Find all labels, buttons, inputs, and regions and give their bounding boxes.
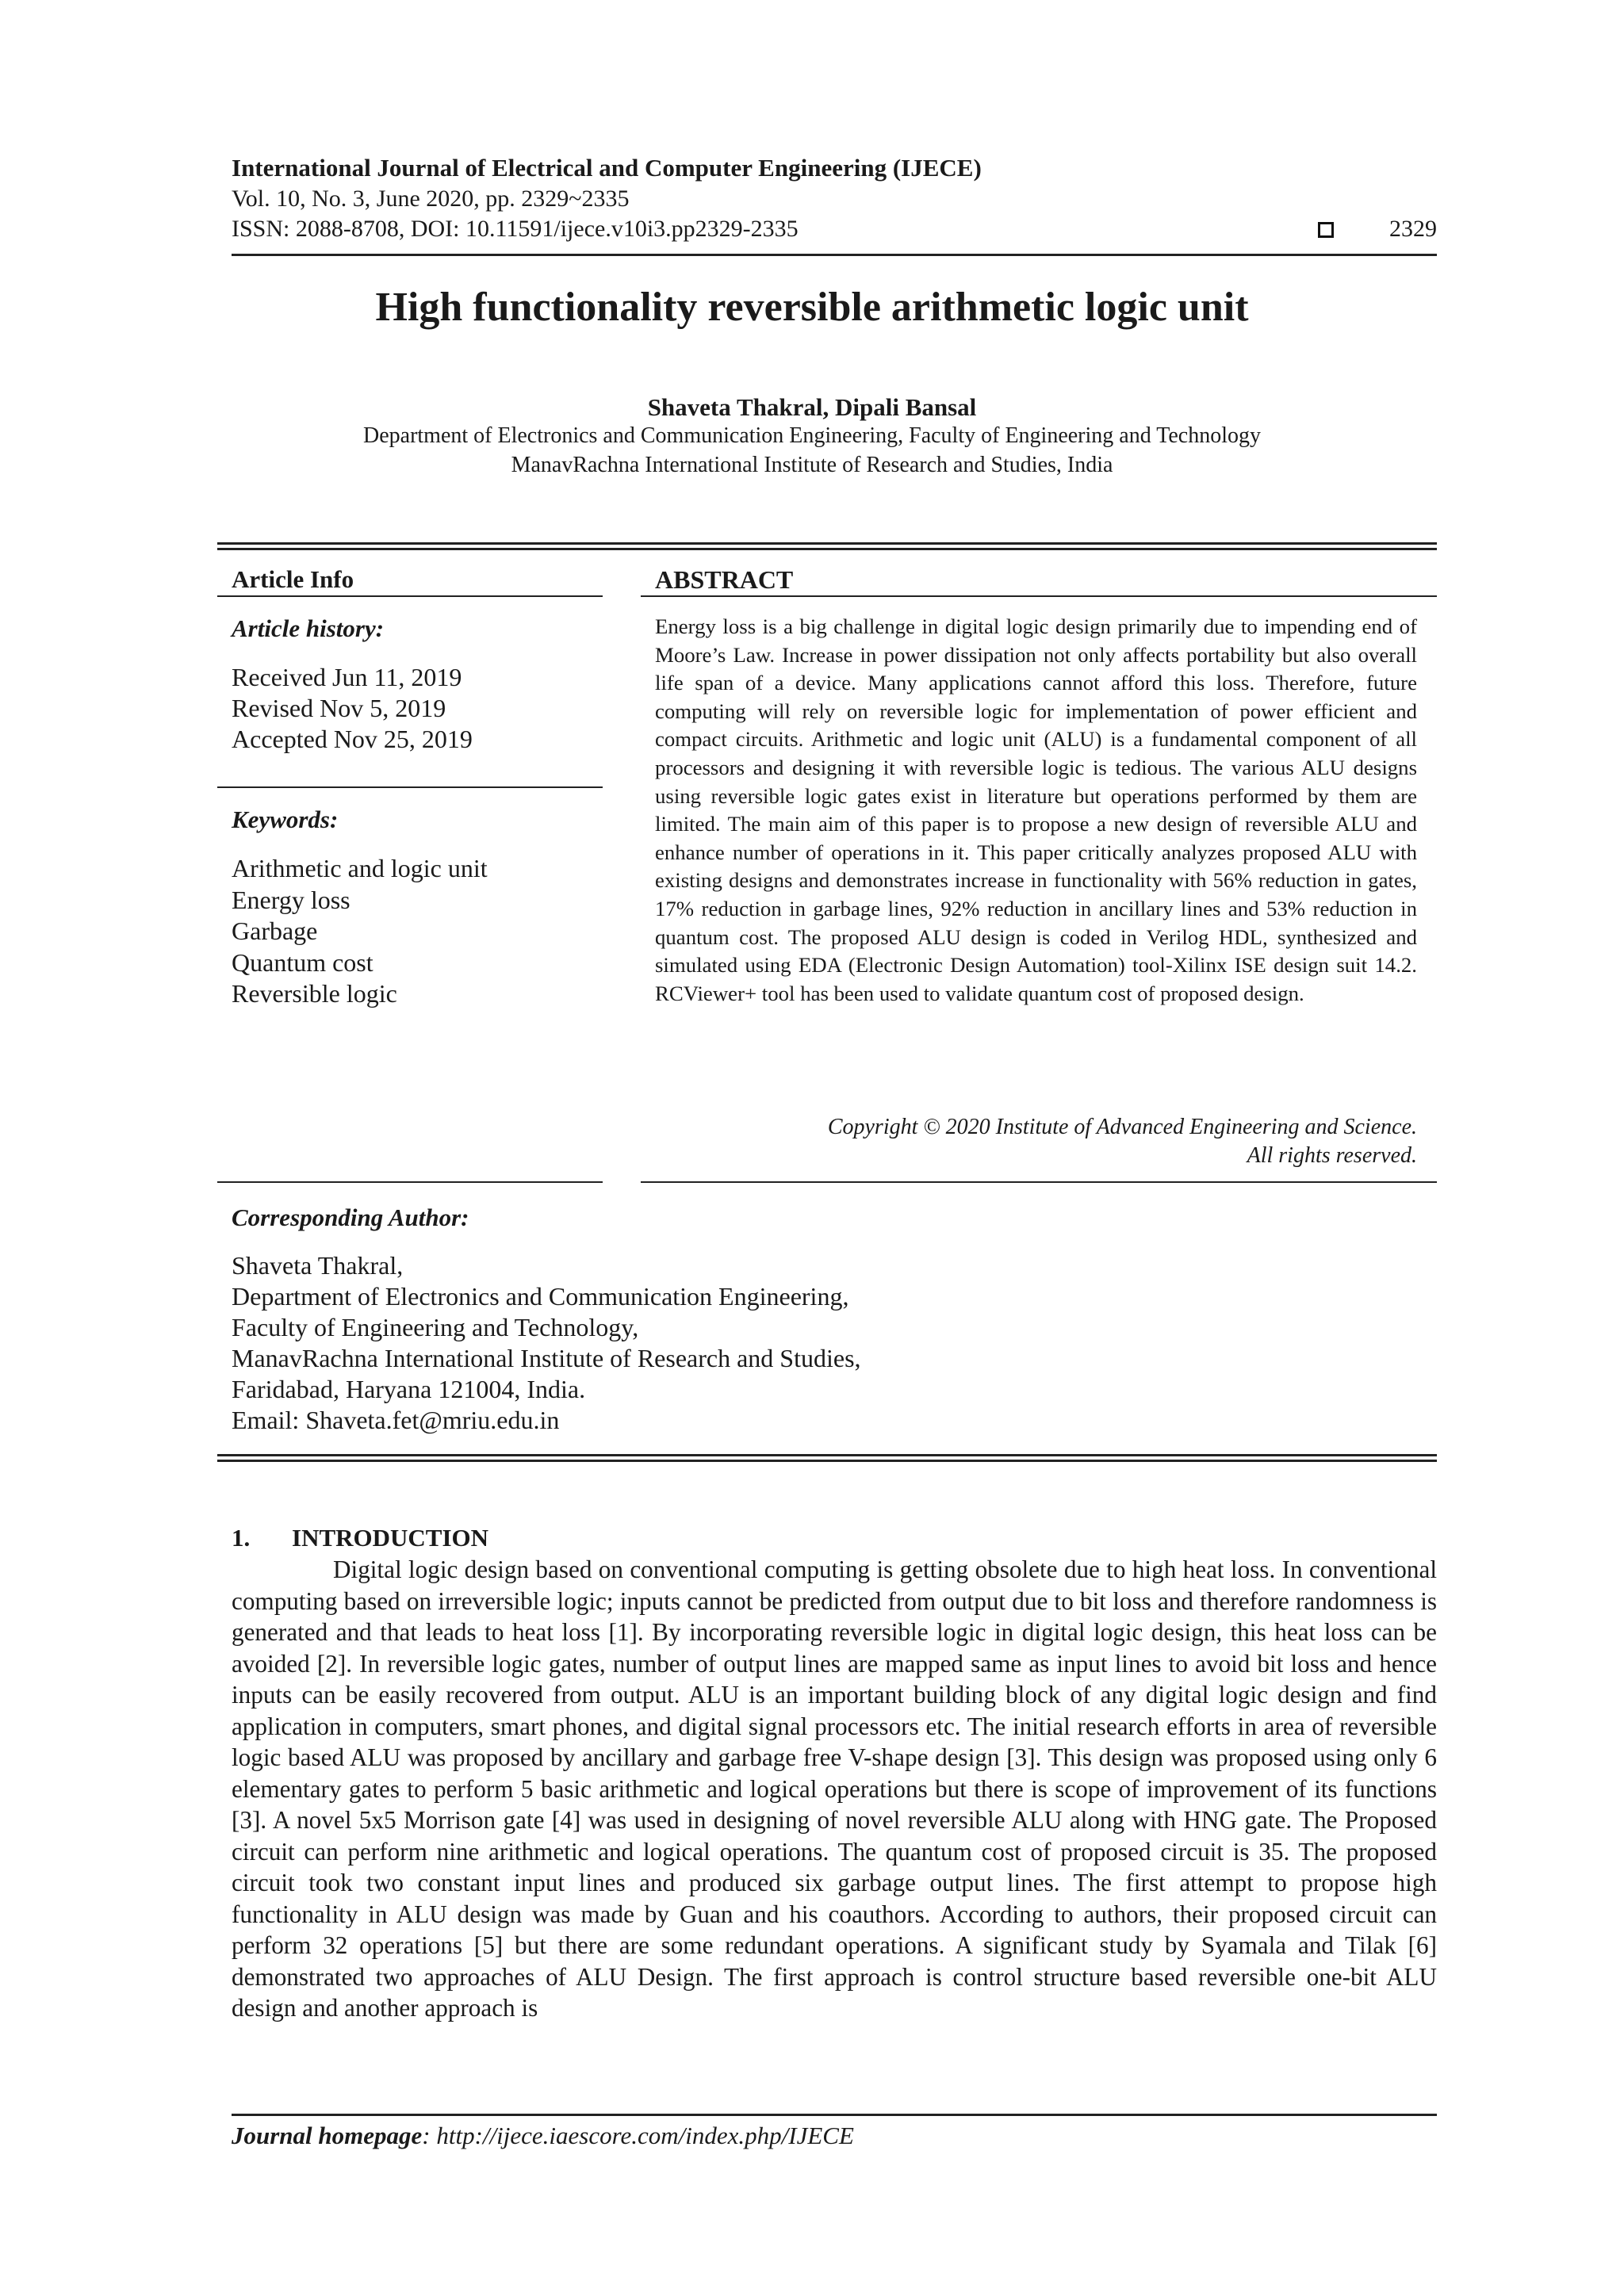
divider xyxy=(641,1181,1437,1183)
keyword: Garbage xyxy=(232,916,318,945)
corresponding-author-line: Department of Electronics and Communication Engineering, xyxy=(232,1282,849,1311)
divider xyxy=(217,1181,603,1183)
keyword: Arithmetic and logic unit xyxy=(232,854,488,882)
affiliation-line: ManavRachna International Institute of Research and Studies, India xyxy=(511,453,1113,477)
corresponding-author-line: Shaveta Thakral, xyxy=(232,1251,404,1280)
journal-homepage xyxy=(232,2122,854,2150)
homepage-label: Journal homepage xyxy=(232,2122,423,2149)
affiliation-line: Department of Electronics and Communication Engineering, Faculty of Engineering and Technology xyxy=(363,423,1261,448)
homepage-link[interactable]: http://ijece.iaescore.com/index.php/IJECE xyxy=(436,2122,854,2149)
corresponding-author-line: ManavRachna International Institute of Research and Studies, xyxy=(232,1344,861,1372)
corresponding-author-email: Email: Shaveta.fet@mriu.edu.in xyxy=(232,1406,560,1434)
introduction-text: Digital logic design based on conventional computing is getting obsolete due to high heat loss. In conventional computing based on irreversible logic; inputs cannot be predicted from output due to bit loss and therefore randomness is generated and that leads to heat loss [1]. By incorporating reversible logic in digital logic design, this heat loss can be avoided [2]. In reversible logic gates, number of output lines are mapped same as input lines to avoid bit loss and hence inputs can be easily recovered from output. ALU is an important building block of any digital logic design and find application in computers, smart phones, and digital signal processors etc. The initial research efforts in area of reversible logic based ALU was proposed by ancillary and garbage free V-shape design [3]. This design was proposed using only 6 elementary gates to perform 5 basic arithmetic and logical operations but there is scope of improvement of its functions [3]. A novel 5x5 Morrison gate [4] was used in designing of novel reversible ALU along with HNG gate. The Proposed circuit can perform nine arithmetic and logical operations. The quantum cost of proposed circuit is 35. The proposed circuit took two constant input lines and produced six garbage output lines. The first attempt to propose high functionality in ALU design was made by Guan and his coauthors. According to authors, their proposed circuit can perform 32 operations [5] but there are some redundant operations. A significant study by Syamala and Tilak [6] demonstrated two approaches of ALU Design. The first approach is control structure based reversible one-bit ALU design and another approach is xyxy=(232,1556,1437,2022)
keywords-heading: Keywords: xyxy=(232,806,339,833)
article-history-heading: Article history: xyxy=(232,614,385,642)
article-info-heading: Article Info xyxy=(232,565,354,593)
keyword: Reversible logic xyxy=(232,979,397,1008)
abstract-heading: ABSTRACT xyxy=(655,565,794,594)
corresponding-author-line: Faridabad, Haryana 121004, India. xyxy=(232,1375,586,1403)
section-title: INTRODUCTION xyxy=(292,1524,489,1552)
divider xyxy=(217,542,1437,545)
history-received: Received Jun 11, 2019 xyxy=(232,663,462,691)
rights-notice: All rights reserved. xyxy=(1247,1143,1417,1168)
divider xyxy=(217,786,603,788)
abstract-text: Energy loss is a big challenge in digital logic design primarily due to impending end of Moore’s Law. Increase in power dissipation not only affects portability but also overall life span of a device. Many applications cannot afford this loss. Therefore, future computing will rely on reversible logic for implementation of power efficient and compact circuits. Arithmetic and logic unit (ALU) is a fundamental component of all processors and designing it with reversible logic is tedious. The various ALU designs using reversible logic gates exist in literature but operations performed by them are limited. The main aim of this paper is to propose a new design of reversible ALU and enhance number of operations in it. This paper critically analyzes proposed ALU with existing designs and demonstrates increase in functionality with 56% reduction in gates, 17% reduction in garbage lines, 92% reduction in ancillary lines and 53% reduction in quantum cost. The proposed ALU design is coded in Verilog HDL, synthesized and simulated using EDA (Electronic Design Automation) tool-Xilinx ISE design suit 14.2. RCViewer+ tool has been used to validate quantum cost of proposed design. xyxy=(655,614,1417,1005)
corresponding-author-line: Faculty of Engineering and Technology, xyxy=(232,1313,639,1341)
corresponding-author-heading: Corresponding Author: xyxy=(232,1203,469,1231)
history-accepted: Accepted Nov 25, 2019 xyxy=(232,725,473,753)
journal-name: International Journal of Electrical and Computer Engineering (IJECE) xyxy=(232,154,982,182)
divider xyxy=(641,595,1437,597)
history-revised: Revised Nov 5, 2019 xyxy=(232,694,446,722)
page-number: 2329 xyxy=(1389,216,1437,242)
keyword: Energy loss xyxy=(232,886,350,914)
journal-volume: Vol. 10, No. 3, June 2020, pp. 2329~2335 xyxy=(232,186,630,212)
homepage-colon: : xyxy=(422,2122,437,2149)
copyright-notice: Copyright © 2020 Institute of Advanced Engineering and Science. xyxy=(827,1115,1417,1139)
footer-divider xyxy=(232,2114,1437,2116)
keyword: Quantum cost xyxy=(232,948,373,977)
journal-issn-doi: ISSN: 2088-8708, DOI: 10.11591/ijece.v10i3.pp2329-2335 xyxy=(232,216,799,242)
divider xyxy=(217,548,1437,550)
authors: Shaveta Thakral, Dipali Bansal xyxy=(647,393,977,421)
square-icon xyxy=(1318,222,1334,238)
header-divider xyxy=(232,254,1437,256)
divider xyxy=(217,1454,1437,1456)
section-number: 1. xyxy=(232,1524,251,1552)
paper-title: High functionality reversible arithmetic logic unit xyxy=(375,285,1249,330)
divider xyxy=(217,595,603,597)
divider xyxy=(217,1460,1437,1462)
